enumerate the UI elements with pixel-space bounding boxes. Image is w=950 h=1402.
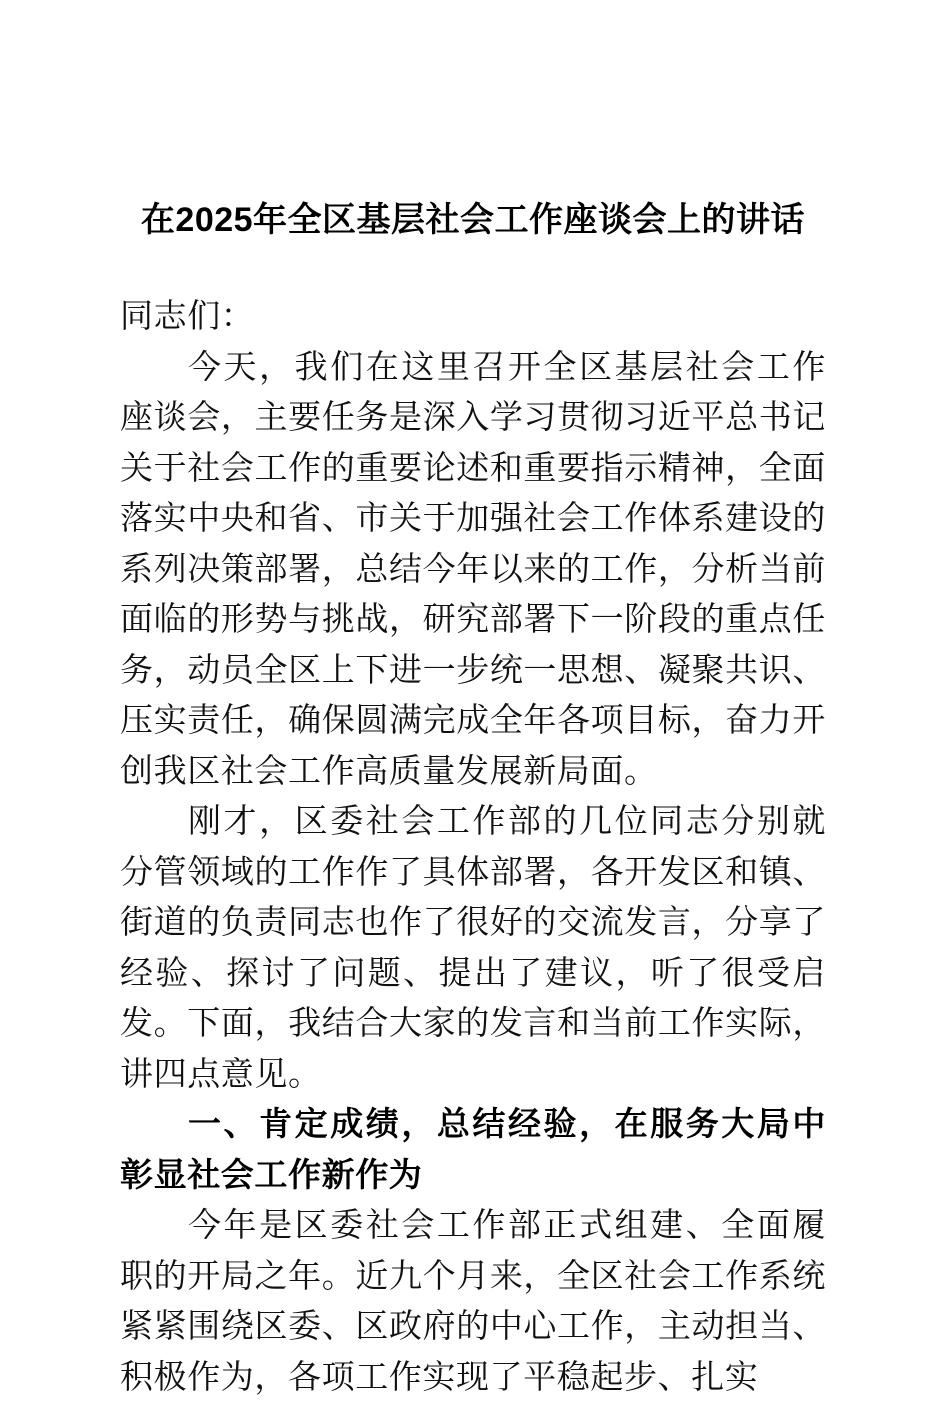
body-paragraph-2: 刚才，区委社会工作部的几位同志分别就分管领域的工作作了具体部署，各开发区和镇、街道的负责同志也作了很好的交流发言，分享了经验、探讨了问题、提出了建议，听了很受启发。下面，我结合大家的发言和当前工作实际，讲四点意见。	[120, 801, 826, 1093]
document-content	[120, 291, 826, 1402]
body-paragraph-1: 今天，我们在这里召开全区基层社会工作座谈会，主要任务是深入学习贯彻习近平总书记关于社会工作的重要论述和重要指示精神，全面落实中央和省、市关于加强社会工作体系建设的系列决策部署，总结今年以来的工作，分析当前面临的形势与挑战，研究部署下一阶段的重点任务，动员全区上下进一步统一思想、凝聚共识、压实责任，确保圆满完成全年各项目标，奋力开创我区社会工作高质量发展新局面。	[120, 346, 826, 790]
section-heading-1: 一、肯定成绩，总结经验，在服务大局中彰显社会工作新作为	[120, 1104, 826, 1194]
body-paragraph-3: 今年是区委社会工作部正式组建、全面履职的开局之年。近九个月来，全区社会工作系统紧紧围绕区委、区政府的中心工作，主动担当、积极作为，各项工作实现了平稳起步、扎实	[120, 1205, 826, 1396]
page-title: 在2025年全区基层社会工作座谈会上的讲话	[140, 201, 806, 239]
salutation: 同志们：	[120, 296, 255, 335]
